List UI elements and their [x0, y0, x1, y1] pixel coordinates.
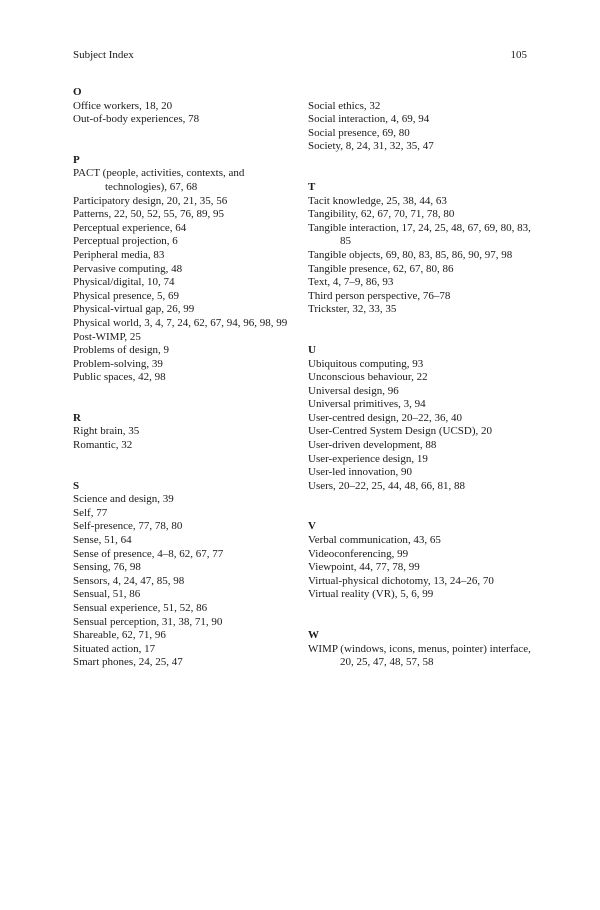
section-letter: S — [73, 479, 80, 492]
index-entry: Universal design, 96 — [308, 384, 399, 397]
index-entry: Perceptual projection, 6 — [73, 235, 178, 248]
index-entry: Unconscious behaviour, 22 — [308, 371, 428, 384]
index-entry: Social interaction, 4, 69, 94 — [308, 113, 430, 126]
index-entry: User-Centred System Design (UCSD), 20 — [308, 425, 493, 438]
index-entry: Videoconferencing, 99 — [308, 547, 409, 560]
index-entry: Patterns, 22, 50, 52, 55, 76, 89, 95 — [73, 208, 224, 221]
index-entry: User-driven development, 88 — [308, 439, 437, 452]
index-entry: Society, 8, 24, 31, 32, 35, 47 — [308, 140, 434, 153]
section-letter — [308, 86, 538, 100]
section-w — [308, 629, 538, 670]
index-entry: Public spaces, 42, 98 — [73, 371, 166, 384]
index-entry: Self, 77 — [73, 506, 108, 519]
section-t — [308, 181, 538, 317]
section-o — [73, 86, 303, 127]
section-s-continued — [308, 86, 538, 154]
index-entry: Right brain, 35 — [73, 425, 140, 438]
index-entry: Sensing, 76, 98 — [73, 561, 141, 574]
section-p — [73, 154, 303, 385]
index-entry: Verbal communication, 43, 65 — [308, 534, 441, 547]
index-entry: Sensors, 4, 24, 47, 85, 98 — [73, 574, 185, 587]
index-entry: Sensual perception, 31, 38, 71, 90 — [73, 615, 223, 628]
section-v — [308, 520, 538, 602]
index-entry: Pervasive computing, 48 — [73, 262, 183, 275]
index-entry: Self-presence, 77, 78, 80 — [73, 520, 183, 533]
running-head — [73, 48, 527, 62]
index-entry: Tacit knowledge, 25, 38, 44, 63 — [308, 194, 447, 207]
right-column — [308, 86, 538, 697]
index-entry: Tangible interaction, 17, 24, 25, 48, 67, 69, 80, 83, 85 — [308, 221, 531, 248]
index-entry: Sensual experience, 51, 52, 86 — [73, 602, 208, 614]
section-letter: R — [73, 411, 81, 424]
index-entry: Social ethics, 32 — [308, 99, 381, 112]
index-entry: Sensual, 51, 86 — [73, 588, 141, 601]
index-entry: Virtual-physical dichotomy, 13, 24–26, 70 — [308, 574, 494, 587]
index-entry: Text, 4, 7–9, 86, 93 — [308, 276, 394, 289]
index-entry: Universal primitives, 3, 94 — [308, 398, 426, 411]
index-entry: Office workers, 18, 20 — [73, 99, 173, 112]
section-letter: P — [73, 153, 80, 166]
index-entry: Ubiquitous computing, 93 — [308, 357, 424, 370]
index-title: Subject Index — [73, 49, 134, 61]
index-entry: Participatory design, 20, 21, 35, 56 — [73, 194, 228, 207]
page-number: 105 — [510, 49, 527, 61]
index-entry: Tangible presence, 62, 67, 80, 86 — [308, 262, 454, 275]
index-entry: PACT (people, activities, contexts, and technologies), 67, 68 — [73, 167, 245, 193]
section-letter: O — [73, 86, 82, 98]
index-entry: Smart phones, 24, 25, 47 — [73, 656, 183, 669]
index-entry: Users, 20–22, 25, 44, 48, 66, 81, 88 — [308, 479, 466, 492]
index-entry: Problems of design, 9 — [73, 344, 169, 357]
index-entry: Out-of-body experiences, 78 — [73, 113, 200, 126]
section-r — [73, 412, 303, 453]
index-entry: User-centred design, 20–22, 36, 40 — [308, 411, 463, 424]
index-entry: Perceptual experience, 64 — [73, 221, 187, 234]
index-entry: Physical-virtual gap, 26, 99 — [73, 303, 195, 316]
index-entry: Social presence, 69, 80 — [308, 126, 410, 139]
index-entry: Romantic, 32 — [73, 439, 133, 452]
section-u — [308, 344, 538, 494]
index-entry: Trickster, 32, 33, 35 — [308, 303, 397, 316]
index-entry: Problem-solving, 39 — [73, 357, 163, 370]
index-entry: Physical/digital, 10, 74 — [73, 276, 175, 289]
section-letter: V — [308, 520, 316, 533]
section-letter: U — [308, 343, 316, 356]
index-entry: User-led innovation, 90 — [308, 466, 412, 479]
index-entry: Tangible objects, 69, 80, 83, 85, 86, 90, 97, 98 — [308, 248, 513, 261]
index-entry: Shareable, 62, 71, 96 — [73, 629, 166, 642]
index-entry: Physical world, 3, 4, 7, 24, 62, 67, 94, 96, 98, 99 — [73, 316, 288, 329]
index-entry: Tangibility, 62, 67, 70, 71, 78, 80 — [308, 208, 455, 221]
index-entry: Situated action, 17 — [73, 642, 156, 655]
index-entry: Peripheral media, 83 — [73, 248, 165, 261]
index-entry: Viewpoint, 44, 77, 78, 99 — [308, 561, 420, 574]
index-entry: Post-WIMP, 25 — [73, 330, 141, 343]
index-entry: Sense of presence, 4–8, 62, 67, 77 — [73, 547, 224, 560]
section-s — [73, 480, 303, 670]
left-column — [73, 86, 303, 697]
index-entry: Science and design, 39 — [73, 493, 174, 506]
index-entry: Virtual reality (VR), 5, 6, 99 — [308, 588, 434, 601]
section-letter: W — [308, 629, 319, 641]
index-entry: Third person perspective, 76–78 — [308, 289, 451, 302]
section-letter: T — [308, 180, 316, 193]
index-entry: User-experience design, 19 — [308, 452, 428, 465]
index-entry: WIMP (windows, icons, menus, pointer) interface, 20, 25, 47, 48, 57, 58 — [308, 642, 531, 669]
index-entry: Sense, 51, 64 — [73, 534, 132, 547]
index-entry: Physical presence, 5, 69 — [73, 289, 179, 302]
